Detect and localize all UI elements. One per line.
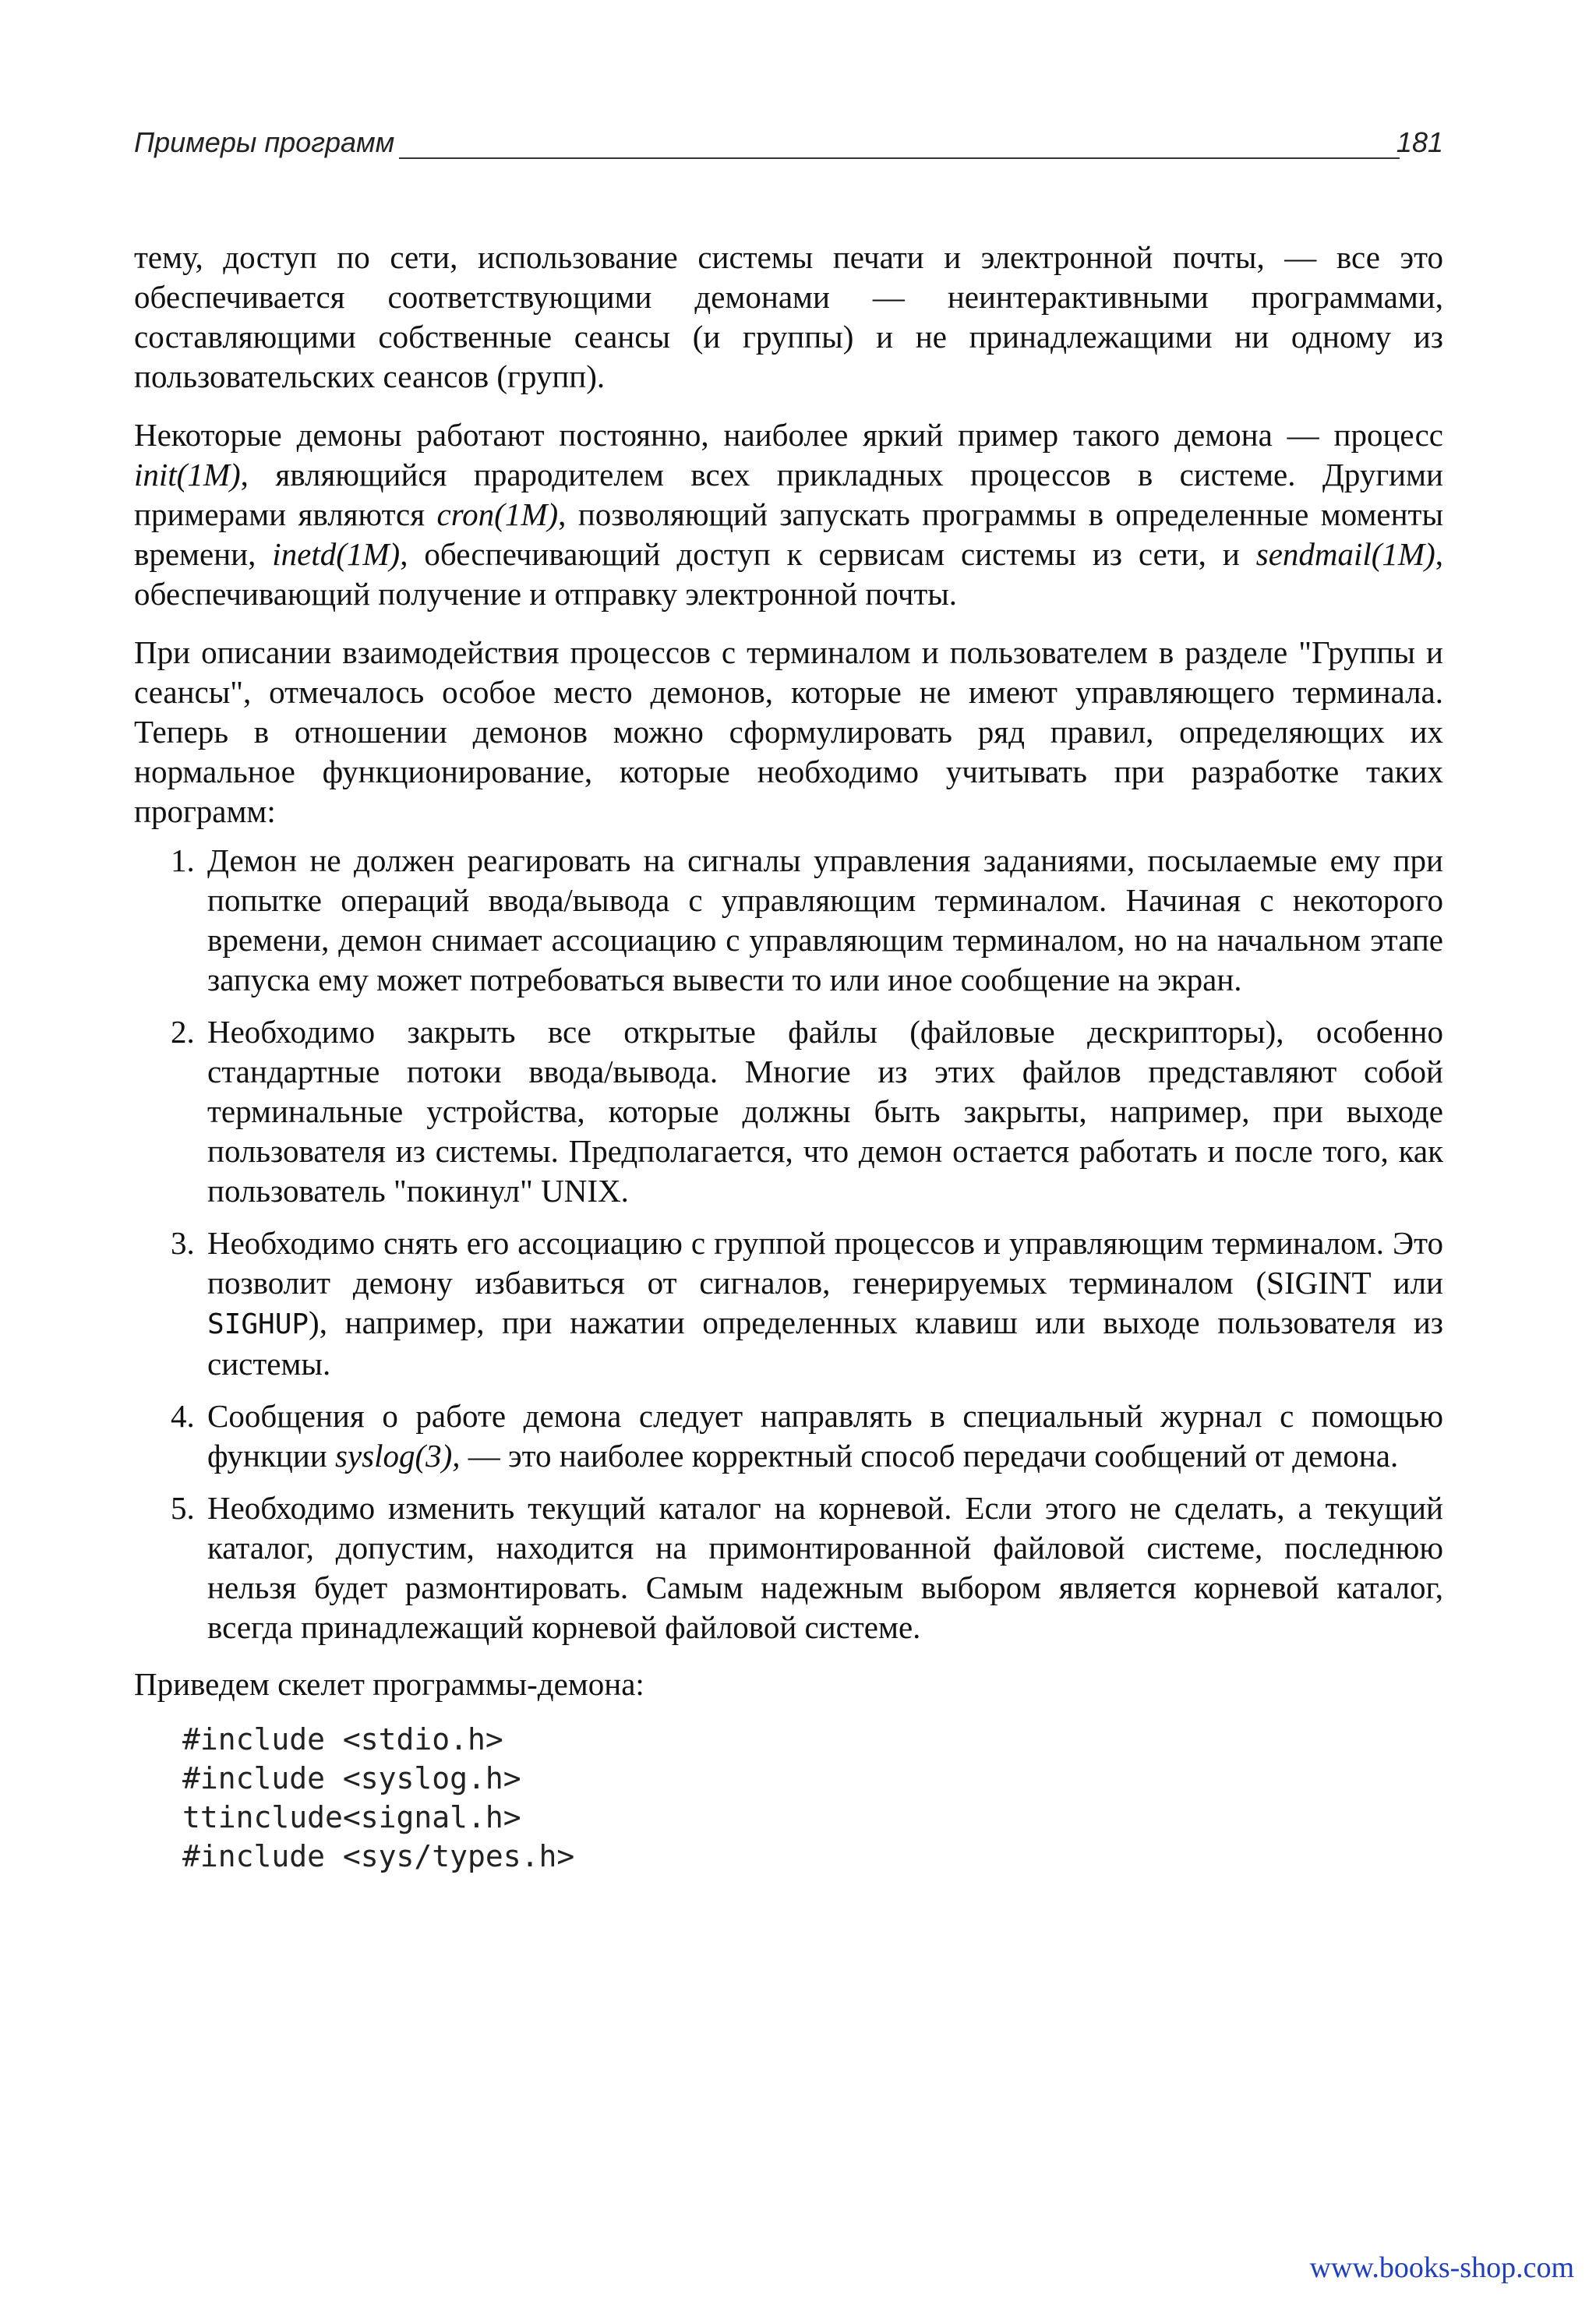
ref-cron: cron(1M) xyxy=(436,496,559,532)
ref-init: init(1M) xyxy=(134,457,241,493)
rule-3-text-b: ), например, при нажатии определенных клавиш или выходе пользователя из системы. xyxy=(207,1305,1443,1382)
header-rule xyxy=(399,157,1400,159)
rule-4-text-a: Сообщения о работе демона следует направлять в специальный журнал с помощью функции xyxy=(207,1398,1443,1474)
rule-3-text-a: Необходимо снять его ассоциацию с группой процессов и управляющим терминалом. Это позволит демону избавиться от сигналов, генерируемых терминалом (SIGINT или xyxy=(207,1225,1443,1301)
paragraph-3: При описании взаимодействия процессов с терминалом и пользователем в разделе "Группы и сеансы", отмечалось особое место демонов, которые не имеют управляющего терминала. Теперь в отношении демонов можно сформулировать ряд правил, определяющих их нормальное функционирование, которые необходимо учитывать при разработке таких программ: xyxy=(134,634,1443,829)
rule-2: 2. Необходимо закрыть все открытые файлы (файловые дескрипторы), особенно стандартные потоки ввода/вывода. Многие из этих файлов представляют собой терминальные устройства, которые должны быть закрыты, например, при выходе пользователя из системы. Предполагается, что демон остается работать и после того, как пользователь "покинул" UNIX. xyxy=(203,1012,1443,1211)
rule-4 xyxy=(203,1396,1443,1476)
paragraph-2-text-e: , обеспечивающий получение и отправку электронной почты. xyxy=(134,536,1443,612)
body-text xyxy=(134,238,1443,1876)
code-line: #include <sys/types.h> xyxy=(182,1839,575,1873)
rule-1: 1. Демон не должен реагировать на сигналы управления заданиями, посылаемые ему при попытке операций ввода/вывода с управляющим терминалом. Начиная с некоторого времени, демон снимает ассоциацию с управляющим терминалом, но на начальном этапе запуска ему может потребоваться вывести то или иное сообщение на экран. xyxy=(203,841,1443,1000)
ref-inetd: inetd(1M) xyxy=(272,536,401,572)
rule-5: 5. Необходимо изменить текущий каталог на корневой. Если этого не сделать, а текущий каталог, допустим, находится на примонтированной файловой системе, последнюю нельзя будет размонтировать. Самым надежным выбором является корневой каталог, всегда принадлежащий корневой файловой системе. xyxy=(203,1488,1443,1647)
code-line: ttinclude<signal.h> xyxy=(182,1800,521,1834)
daemon-rules-list xyxy=(134,841,1443,1647)
rule-3-sighup: SIGHUP xyxy=(207,1308,309,1340)
rule-4-text-b: — это наиболее корректный способ передачи сообщений от демона. xyxy=(460,1438,1399,1474)
paragraph-2-text-c: , позволяющий запускать программы в определенные моменты времени, xyxy=(134,496,1444,572)
code-line: #include <syslog.h> xyxy=(182,1761,521,1795)
paragraph-2-text-a: Некоторые демоны работают постоянно, наиболее яркий пример такого демона — процесс xyxy=(134,417,1443,453)
paragraph-2-text-b: , являющийся прародителем всех прикладных процессов в системе. Другими примерами являются xyxy=(134,457,1443,532)
code-line: #include <stdio.h> xyxy=(182,1722,503,1757)
footer-website-link[interactable]: www.books-shop.com xyxy=(1309,2251,1574,2284)
header-title: Примеры программ xyxy=(134,126,395,158)
paragraph-2-text-d: , обеспечивающий доступ к сервисам системы из сети, и xyxy=(400,536,1256,572)
code-block xyxy=(182,1720,1443,1876)
paragraph-1: тему, доступ по сети, использование системы печати и электронной почты, — все это обеспечивается соответствующими демонами — неинтерактивными программами, составляющими собственные сеансы (и группы) и не принадлежащими ни одному из пользовательских сеансов (групп). xyxy=(134,239,1443,394)
running-header xyxy=(134,126,1443,168)
page-number: 181 xyxy=(1396,126,1443,158)
ref-syslog: syslog(3), xyxy=(334,1438,461,1474)
code-intro: Приведем скелет программы-демона: xyxy=(134,1666,644,1702)
paragraph-2 xyxy=(134,415,1443,614)
rule-3 xyxy=(203,1223,1443,1384)
ref-sendmail: sendmail(1M) xyxy=(1255,536,1435,572)
